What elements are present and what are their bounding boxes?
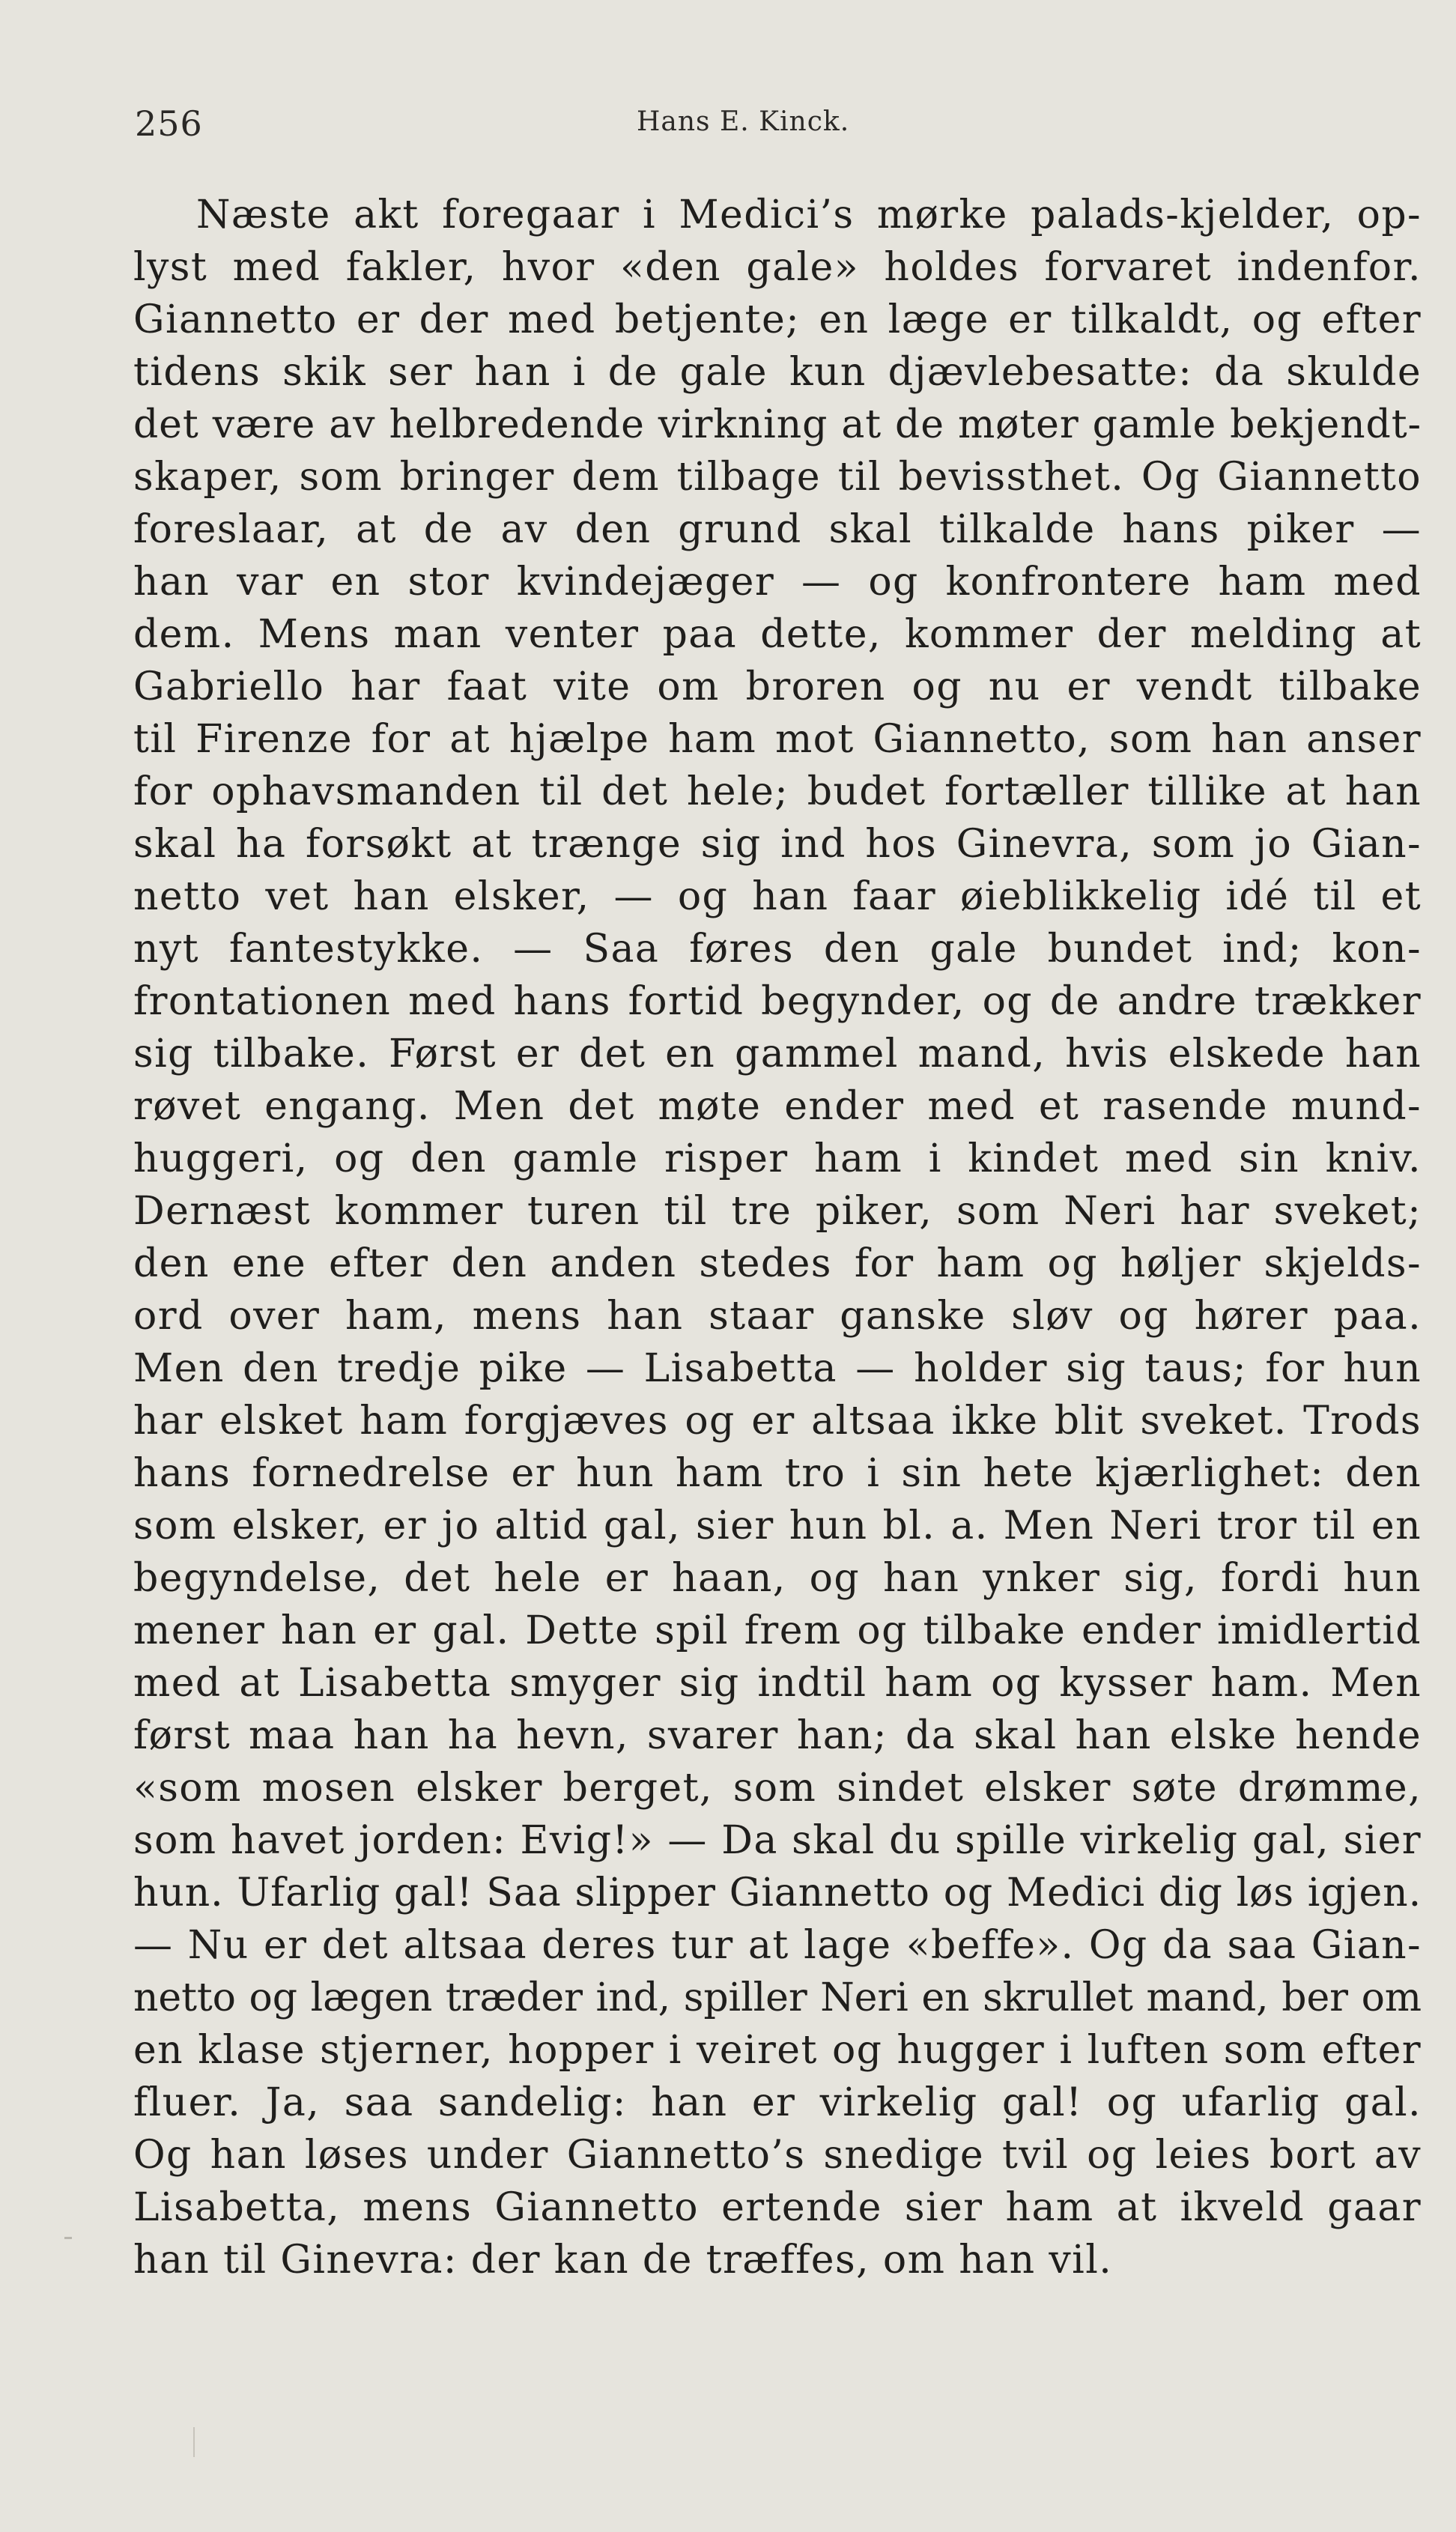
paper-speck: [64, 2237, 72, 2239]
text-line: først maa han ha hevn, svarer han; da skal han elske hende: [133, 1713, 1422, 1758]
text-line: fluer. Ja, saa sandelig: han er virkelig gal! og ufarlig gal.: [133, 2080, 1422, 2125]
text-line: Lisabetta, mens Giannetto ertende sier ham at ikveld gaar: [133, 2185, 1422, 2230]
text-line: det være av helbredende virkning at de møter gamle bekjendt-: [133, 402, 1422, 447]
running-head: Hans E. Kinck.: [637, 106, 850, 137]
text-line: en klase stjerner, hopper i veiret og hugger i luften som efter: [133, 2028, 1422, 2073]
text-line: «som mosen elsker berget, som sindet elsker søte drømme,: [133, 1766, 1422, 1811]
text-line: dem. Mens man venter paa dette, kommer der melding at: [133, 612, 1422, 657]
text-line: huggeri, og den gamle risper ham i kindet med sin kniv.: [133, 1136, 1422, 1181]
text-line: tidens skik ser han i de gale kun djævlebesatte: da skulde: [133, 350, 1422, 395]
text-line: Og han løses under Giannetto’s snedige tvil og leies bort av: [133, 2133, 1422, 2178]
text-line: han var en stor kvindejæger — og konfrontere ham med: [133, 560, 1422, 605]
page-number: 256: [135, 103, 203, 144]
text-line: hans fornedrelse er hun ham tro i sin hete kjærlighet: den: [133, 1451, 1422, 1496]
paper-speck: [193, 2427, 195, 2457]
text-line: som havet jorden: Evig!» — Da skal du spille virkelig gal, sier: [133, 1818, 1422, 1863]
text-line: den ene efter den anden stedes for ham og høljer skjelds-: [133, 1241, 1422, 1286]
text-line: skal ha forsøkt at trænge sig ind hos Ginevra, som jo Gian-: [133, 822, 1422, 867]
text-line: skaper, som bringer dem tilbage til bevissthet. Og Giannetto: [133, 455, 1422, 500]
text-line: som elsker, er jo altid gal, sier hun bl. a. Men Neri tror til en: [133, 1503, 1422, 1548]
text-line: sig tilbake. Først er det en gammel mand, hvis elskede han: [133, 1032, 1422, 1076]
text-line: frontationen med hans fortid begynder, og de andre trækker: [133, 979, 1422, 1024]
text-line: Dernæst kommer turen til tre piker, som Neri har sveket;: [133, 1189, 1422, 1234]
text-line: nyt fantestykke. — Saa føres den gale bundet ind; kon-: [133, 927, 1422, 972]
text-line: til Firenze for at hjælpe ham mot Giannetto, som han anser: [133, 717, 1422, 762]
text-line: foreslaar, at de av den grund skal tilkalde hans piker —: [133, 507, 1422, 552]
text-line: med at Lisabetta smyger sig indtil ham og kysser ham. Men: [133, 1661, 1422, 1706]
text-line: Gabriello har faat vite om broren og nu er vendt tilbake: [133, 664, 1422, 709]
text-line: Men den tredje pike — Lisabetta — holder sig taus; for hun: [133, 1346, 1422, 1391]
text-line: netto og lægen træder ind, spiller Neri en skrullet mand, ber om: [133, 1975, 1422, 2020]
text-line: mener han er gal. Dette spil frem og tilbake ender imidlertid: [133, 1608, 1422, 1653]
text-line: lyst med fakler, hvor «den gale» holdes forvaret indenfor.: [133, 245, 1422, 290]
text-line: ord over ham, mens han staar ganske sløv og hører paa.: [133, 1294, 1422, 1339]
text-line: hun. Ufarlig gal! Saa slipper Giannetto og Medici dig løs igjen.: [133, 1871, 1422, 1915]
text-line: han til Ginevra: der kan de træffes, om han vil.: [133, 2238, 1113, 2283]
text-line: har elsket ham forgjæves og er altsaa ikke blit sveket. Trods: [133, 1399, 1422, 1444]
text-line: Næste akt foregaar i Medici’s mørke palads-kjelder, op-: [196, 193, 1422, 237]
page-header: [112, 103, 1431, 148]
text-line: Giannetto er der med betjente; en læge er tilkaldt, og efter: [133, 297, 1422, 342]
text-line: — Nu er det altsaa deres tur at lage «beffe». Og da saa Gian-: [133, 1923, 1422, 1968]
text-line: for ophavsmanden til det hele; budet fortæller tillike at han: [133, 769, 1422, 814]
body-text: [133, 189, 1422, 2286]
text-line: netto vet han elsker, — og han faar øieblikkelig idé til et: [133, 874, 1422, 919]
text-line: røvet engang. Men det møte ender med et rasende mund-: [133, 1084, 1422, 1129]
text-line: begyndelse, det hele er haan, og han ynker sig, fordi hun: [133, 1556, 1422, 1601]
